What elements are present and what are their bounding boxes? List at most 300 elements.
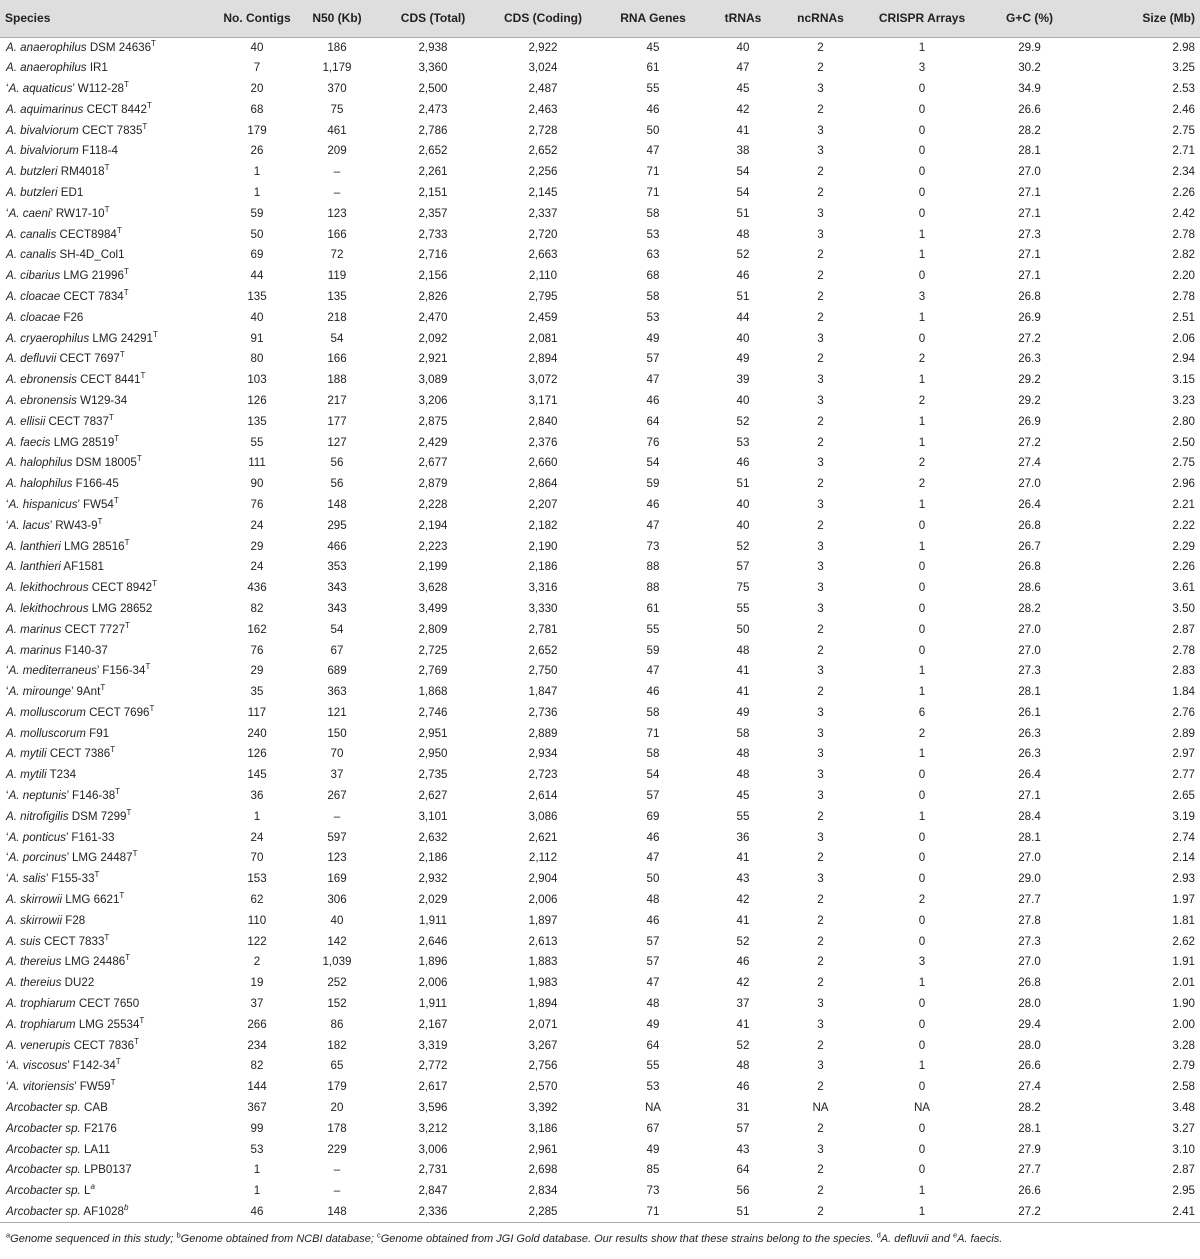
table-row <box>0 203 1200 224</box>
species-cell <box>0 1202 218 1223</box>
trnas-cell: 43 <box>736 1142 750 1156</box>
rna-genes-cell: 64 <box>646 414 660 428</box>
cds-coding-cell: 2,570 <box>528 1080 558 1094</box>
species-cell <box>0 973 218 994</box>
species-name: A. cibarius <box>6 269 61 283</box>
ncrnas-cell: 3 <box>817 456 824 470</box>
cds-coding-cell: 2,613 <box>528 934 558 948</box>
gc-cell: 26.6 <box>1018 1184 1041 1198</box>
size-cell: 2.53 <box>1172 81 1195 95</box>
strain-superscript: b <box>123 1202 129 1212</box>
trnas-cell: 44 <box>736 310 750 324</box>
ncrnas-cell: 3 <box>817 726 824 740</box>
rna-genes-cell: 47 <box>646 664 660 678</box>
crispr-cell: 6 <box>918 705 926 719</box>
table-row <box>0 661 1200 682</box>
strain-name: RW43-9 <box>55 518 98 532</box>
species-name: A. canalis <box>6 248 57 262</box>
n50-cell: 306 <box>327 893 347 907</box>
ncrnas-cell: 2 <box>817 518 824 532</box>
cds-total-cell: 2,199 <box>418 560 448 574</box>
trnas-cell: 57 <box>736 1121 750 1135</box>
size-cell: 2.75 <box>1172 123 1195 137</box>
cds-total-cell: 3,006 <box>418 1142 448 1156</box>
species-cell <box>0 557 218 578</box>
trnas-cell: 41 <box>736 913 750 927</box>
contigs-cell: 76 <box>250 497 264 511</box>
contigs-cell: 91 <box>250 331 264 345</box>
trnas-cell: 47 <box>736 61 750 75</box>
strain-superscript: T <box>123 288 129 298</box>
strain-name: CECT 8442 <box>86 102 147 116</box>
species-cell <box>0 703 218 724</box>
strain-superscript: T <box>115 787 121 797</box>
quote-mark: ‘ <box>6 1059 9 1073</box>
gc-cell: 27.3 <box>1018 934 1041 948</box>
species-name: A. cloacae <box>6 310 61 324</box>
cds-coding-cell: 3,316 <box>528 581 558 595</box>
strain-superscript: T <box>119 891 125 901</box>
table-row <box>0 495 1200 516</box>
species-name: A. defluvii <box>6 352 57 366</box>
strain-superscript: T <box>100 683 106 693</box>
size-cell: 3.15 <box>1172 373 1195 387</box>
species-cell <box>0 474 218 495</box>
strain-name: F146-38 <box>71 789 116 803</box>
size-cell: 1.97 <box>1172 893 1195 907</box>
n50-cell: 72 <box>330 248 344 262</box>
trnas-cell: 52 <box>736 248 750 262</box>
gc-cell: 27.0 <box>1018 165 1041 179</box>
strain-superscript: T <box>146 100 152 110</box>
strain-name: LA11 <box>83 1142 111 1156</box>
table-row <box>0 578 1200 599</box>
species-name: A. salis <box>8 872 46 886</box>
quote-mark: ‘ <box>6 206 9 220</box>
species-cell <box>0 723 218 744</box>
contigs-cell: 20 <box>250 81 264 95</box>
species-cell <box>0 203 218 224</box>
ncrnas-cell: 3 <box>817 997 824 1011</box>
n50-cell: 54 <box>330 622 344 636</box>
strain-name: F2176 <box>83 1121 117 1135</box>
quote-mark: ’ <box>74 1080 77 1094</box>
size-cell: 2.94 <box>1172 352 1195 366</box>
crispr-cell: 0 <box>918 331 926 345</box>
table-row <box>0 994 1200 1015</box>
contigs-cell: 37 <box>250 997 264 1011</box>
cds-total-cell: 2,938 <box>418 40 448 54</box>
gc-cell: 26.8 <box>1018 289 1041 303</box>
size-cell: 2.97 <box>1172 747 1195 761</box>
contigs-cell: 50 <box>250 227 264 241</box>
strain-superscript: T <box>123 80 129 90</box>
cds-total-cell: 3,319 <box>418 1038 448 1052</box>
n50-cell: 178 <box>327 1121 347 1135</box>
crispr-cell: 1 <box>918 664 926 678</box>
gc-cell: 27.4 <box>1018 456 1041 470</box>
strain-superscript: T <box>126 808 132 818</box>
ncrnas-cell: 3 <box>817 664 824 678</box>
crispr-cell: 0 <box>918 934 926 948</box>
cds-coding-cell: 1,897 <box>528 913 558 927</box>
size-cell: 2.58 <box>1172 1080 1195 1094</box>
quote-mark: ’ <box>71 685 74 699</box>
ncrnas-cell: 2 <box>817 643 824 657</box>
cds-total-cell: 3,212 <box>418 1121 448 1135</box>
contigs-cell: 99 <box>250 1121 264 1135</box>
column-header: RNA Genes <box>598 0 708 37</box>
ncrnas-cell: 2 <box>817 269 824 283</box>
size-cell: 2.21 <box>1172 497 1195 511</box>
trnas-cell: 52 <box>736 414 750 428</box>
trnas-cell: 42 <box>736 976 750 990</box>
contigs-cell: 19 <box>250 976 264 990</box>
cds-total-cell: 3,628 <box>418 581 448 595</box>
species-name: A. skirrowii <box>6 913 63 927</box>
cds-total-cell: 3,596 <box>418 1101 448 1115</box>
header-row <box>0 0 1200 37</box>
contigs-cell: 24 <box>250 518 264 532</box>
n50-cell: 123 <box>327 206 347 220</box>
size-cell: 3.61 <box>1172 581 1195 595</box>
cds-coding-cell: 2,459 <box>528 310 558 324</box>
strain-name: T234 <box>49 768 77 782</box>
rna-genes-cell: 49 <box>646 1142 660 1156</box>
n50-cell: 152 <box>327 997 347 1011</box>
crispr-cell: 0 <box>918 601 926 615</box>
contigs-cell: 2 <box>253 955 261 969</box>
trnas-cell: 42 <box>736 102 750 116</box>
gc-cell: 27.9 <box>1018 1142 1041 1156</box>
crispr-cell: 1 <box>918 310 926 324</box>
size-cell: 2.76 <box>1172 705 1195 719</box>
strain-name: W129-34 <box>80 393 128 407</box>
species-name: Arcobacter sp. <box>6 1184 81 1198</box>
n50-cell: 218 <box>327 310 347 324</box>
rna-genes-cell: 61 <box>646 61 660 75</box>
species-cell <box>0 287 218 308</box>
rna-genes-cell: 49 <box>646 331 660 345</box>
ncrnas-cell: 2 <box>817 414 824 428</box>
n50-cell: 148 <box>327 497 347 511</box>
trnas-cell: 40 <box>736 497 750 511</box>
ncrnas-cell: 3 <box>817 601 824 615</box>
gc-cell: 27.7 <box>1018 1163 1041 1177</box>
ncrnas-cell: 3 <box>817 830 824 844</box>
n50-cell: 56 <box>330 477 344 491</box>
table-row <box>0 37 1200 58</box>
species-cell <box>0 619 218 640</box>
table-row <box>0 1202 1200 1223</box>
gc-cell: 26.9 <box>1018 310 1041 324</box>
strain-superscript: T <box>114 433 120 443</box>
cds-coding-cell: 3,072 <box>528 373 558 387</box>
species-cell <box>0 37 218 58</box>
contigs-cell: 111 <box>248 456 266 470</box>
species-name: A. porcinus <box>8 851 67 865</box>
gc-cell: 26.1 <box>1018 705 1041 719</box>
cds-total-cell: 2,826 <box>418 289 448 303</box>
species-name: A. skirrowii <box>6 893 63 907</box>
species-cell <box>0 370 218 391</box>
cds-total-cell: 3,206 <box>418 393 448 407</box>
cds-coding-cell: 2,112 <box>528 851 558 865</box>
rna-genes-cell: 88 <box>646 560 660 574</box>
cds-total-cell: 3,360 <box>418 61 448 75</box>
ncrnas-cell: 2 <box>817 185 824 199</box>
quote-mark: ’ <box>96 664 100 678</box>
trnas-cell: 41 <box>736 851 750 865</box>
strain-superscript: a <box>90 1182 95 1192</box>
column-header: N50 (Kb) <box>296 0 378 37</box>
gc-cell: 29.9 <box>1018 40 1041 54</box>
cds-total-cell: 3,089 <box>418 373 448 387</box>
species-name: A. viscosus <box>8 1059 68 1073</box>
cds-coding-cell: 3,086 <box>528 809 558 823</box>
ncrnas-cell: 2 <box>817 851 824 865</box>
crispr-cell: 0 <box>918 851 926 865</box>
cds-coding-cell: 3,024 <box>528 61 558 75</box>
cds-coding-cell: 2,463 <box>528 102 558 116</box>
cds-total-cell: 2,677 <box>418 456 448 470</box>
n50-cell: 1,179 <box>322 61 352 75</box>
strain-name: LMG 28519 <box>53 435 115 449</box>
contigs-cell: 266 <box>247 1017 267 1031</box>
footnote-b: Genome obtained from NCBI database; <box>180 1233 377 1245</box>
strain-name: IR1 <box>89 61 108 75</box>
cds-coding-cell: 2,663 <box>528 248 558 262</box>
cds-coding-cell: 1,883 <box>528 955 558 969</box>
strain-name: CECT 7837 <box>48 414 109 428</box>
gc-cell: 29.0 <box>1018 872 1041 886</box>
rna-genes-cell: 47 <box>646 144 660 158</box>
ncrnas-cell: 3 <box>817 1017 824 1031</box>
rna-genes-cell: 73 <box>646 1184 660 1198</box>
table-row <box>0 869 1200 890</box>
size-cell: 2.79 <box>1172 1059 1195 1073</box>
trnas-cell: 36 <box>736 830 750 844</box>
rna-genes-cell: 50 <box>646 123 660 137</box>
species-name: A. mediterraneus <box>8 664 97 678</box>
trnas-cell: 38 <box>736 144 750 158</box>
contigs-cell: 1 <box>253 1184 261 1198</box>
strain-superscript: T <box>134 1036 139 1046</box>
species-cell <box>0 515 218 536</box>
ncrnas-cell: 2 <box>817 1184 824 1198</box>
footnote-and: and <box>928 1233 953 1245</box>
quote-mark: ‘ <box>6 1080 9 1094</box>
gc-cell: 27.1 <box>1018 248 1041 262</box>
size-cell: 2.20 <box>1172 269 1195 283</box>
rna-genes-cell: 49 <box>646 1017 660 1031</box>
cds-coding-cell: 2,487 <box>528 81 558 95</box>
ncrnas-cell: 3 <box>817 123 824 137</box>
trnas-cell: 54 <box>736 165 750 179</box>
gc-cell: 29.2 <box>1018 393 1041 407</box>
rna-genes-cell: NA <box>644 1101 662 1115</box>
species-cell <box>0 495 218 516</box>
table-row <box>0 266 1200 287</box>
ncrnas-cell: 3 <box>817 789 824 803</box>
strain-name: LPB0137 <box>83 1163 132 1177</box>
cds-total-cell: 2,735 <box>418 768 448 782</box>
cds-total-cell: 2,951 <box>418 726 448 740</box>
table-row <box>0 848 1200 869</box>
species-cell <box>0 79 218 100</box>
cds-coding-cell: 2,614 <box>528 789 558 803</box>
table-row <box>0 1160 1200 1181</box>
species-cell <box>0 1035 218 1056</box>
cds-coding-cell: 2,337 <box>528 206 558 220</box>
trnas-cell: 49 <box>736 352 750 366</box>
strain-name: CECT 8441 <box>80 373 141 387</box>
size-cell: 2.51 <box>1172 310 1195 324</box>
trnas-cell: 46 <box>736 269 750 283</box>
ncrnas-cell: 2 <box>817 809 824 823</box>
cds-coding-cell: 2,190 <box>528 539 558 553</box>
strain-name: LMG 21996 <box>63 269 124 283</box>
trnas-cell: 31 <box>736 1101 750 1115</box>
table-row <box>0 287 1200 308</box>
size-cell: 2.80 <box>1172 414 1195 428</box>
strain-name: CECT8984 <box>59 227 117 241</box>
gc-cell: 28.1 <box>1018 1121 1041 1135</box>
gc-cell: 27.0 <box>1018 955 1041 969</box>
contigs-cell: 179 <box>247 123 267 137</box>
species-name: Arcobacter sp. <box>6 1163 81 1177</box>
n50-cell: 70 <box>330 747 344 761</box>
ncrnas-cell: 2 <box>778 1202 863 1223</box>
size-cell: 2.26 <box>1172 185 1195 199</box>
cds-coding-cell: 3,186 <box>528 1121 558 1135</box>
contigs-cell: 29 <box>250 539 264 553</box>
ncrnas-cell: 2 <box>817 1038 824 1052</box>
quote-mark: ‘ <box>6 685 9 699</box>
strain-name: CECT 7650 <box>78 997 140 1011</box>
rna-genes-cell: 57 <box>646 934 660 948</box>
strain-name: FW59 <box>79 1080 111 1094</box>
quote-mark: ’ <box>72 81 75 95</box>
gc-cell: 26.6 <box>1018 1059 1041 1073</box>
rna-genes-cell: 63 <box>646 248 660 262</box>
crispr-cell: 0 <box>918 830 926 844</box>
size-cell: 2.78 <box>1172 643 1195 657</box>
species-name: A. ebronensis <box>6 393 77 407</box>
size-cell: 2.41 <box>1078 1202 1200 1223</box>
ncrnas-cell: 3 <box>817 1059 824 1073</box>
contigs-cell: 59 <box>250 206 264 220</box>
species-cell <box>0 910 218 931</box>
gc-cell: 27.0 <box>1018 477 1041 491</box>
strain-superscript: T <box>104 204 110 214</box>
species-name: A. lacus <box>8 518 50 532</box>
ncrnas-cell: 3 <box>817 227 824 241</box>
n50-cell: 186 <box>327 40 347 54</box>
n50-cell: – <box>333 809 341 823</box>
size-cell: 2.62 <box>1172 934 1195 948</box>
size-cell: 2.71 <box>1172 144 1195 158</box>
strain-superscript: T <box>104 932 110 942</box>
contigs-cell: 1 <box>253 165 261 179</box>
cds-coding-cell: 2,922 <box>528 40 558 54</box>
contigs-cell: 40 <box>250 40 264 54</box>
species-cell <box>0 432 218 453</box>
n50-cell: 229 <box>327 1142 347 1156</box>
strain-name: ED1 <box>60 185 84 199</box>
n50-cell: 65 <box>330 1059 344 1073</box>
strain-name: LMG 24291 <box>92 331 153 345</box>
n50-cell: – <box>333 1184 341 1198</box>
crispr-cell: 0 <box>918 206 926 220</box>
strain-name: DSM 24636 <box>89 40 152 54</box>
trnas-cell: 37 <box>736 997 750 1011</box>
contigs-cell: 24 <box>250 830 264 844</box>
gc-cell: 28.1 <box>1018 144 1041 158</box>
cds-total-cell: 2,228 <box>418 497 448 511</box>
cds-coding-cell: 2,081 <box>528 331 558 345</box>
table-row <box>0 1098 1200 1119</box>
ncrnas-cell: 3 <box>817 560 824 574</box>
ncrnas-cell: 3 <box>817 539 824 553</box>
ncrnas-cell: 2 <box>817 61 824 75</box>
column-header: tRNAs <box>708 0 778 37</box>
species-name: A. butzleri <box>6 165 58 179</box>
table-row <box>0 599 1200 620</box>
n50-cell: 40 <box>330 913 344 927</box>
cds-total-cell: 2,746 <box>418 705 448 719</box>
ncrnas-cell: 2 <box>817 477 824 491</box>
crispr-cell: 2 <box>918 893 926 907</box>
size-cell: 2.82 <box>1172 248 1195 262</box>
species-name: A. aquimarinus <box>6 102 84 116</box>
rna-genes-cell: 71 <box>646 185 660 199</box>
crispr-cell: 0 <box>918 643 926 657</box>
quote-mark: ‘ <box>6 497 9 511</box>
ncrnas-cell: 3 <box>817 581 824 595</box>
strain-superscript: T <box>123 267 129 277</box>
strain-superscript: T <box>125 620 130 630</box>
n50-cell: 217 <box>327 393 347 407</box>
quote-mark: ’ <box>67 1059 70 1073</box>
n50-cell: 295 <box>327 518 347 532</box>
contigs-cell: 70 <box>250 851 264 865</box>
contigs-cell: 367 <box>247 1101 267 1115</box>
cds-total-cell: 2,336 <box>378 1202 488 1223</box>
table-row <box>0 640 1200 661</box>
cds-coding-cell: 2,961 <box>528 1142 558 1156</box>
strain-name: AF1028 <box>83 1204 124 1218</box>
size-cell: 2.42 <box>1172 206 1195 220</box>
size-cell: 2.26 <box>1172 560 1195 574</box>
contigs-cell: 44 <box>250 269 264 283</box>
rna-genes-cell: 46 <box>646 830 660 844</box>
species-name: A. anaerophilus <box>6 40 87 54</box>
n50-cell: 461 <box>327 123 347 137</box>
table-row <box>0 515 1200 536</box>
cds-total-cell: 2,223 <box>418 539 448 553</box>
rna-genes-cell: 88 <box>646 581 660 595</box>
rna-genes-cell: 64 <box>646 1038 660 1052</box>
contigs-cell: 46 <box>218 1202 296 1223</box>
crispr-cell: 1 <box>918 414 926 428</box>
cds-coding-cell: 2,723 <box>528 768 558 782</box>
table-row <box>0 370 1200 391</box>
crispr-cell: 0 <box>918 81 926 95</box>
table-row <box>0 245 1200 266</box>
table-row <box>0 453 1200 474</box>
strain-superscript: T <box>140 371 146 381</box>
